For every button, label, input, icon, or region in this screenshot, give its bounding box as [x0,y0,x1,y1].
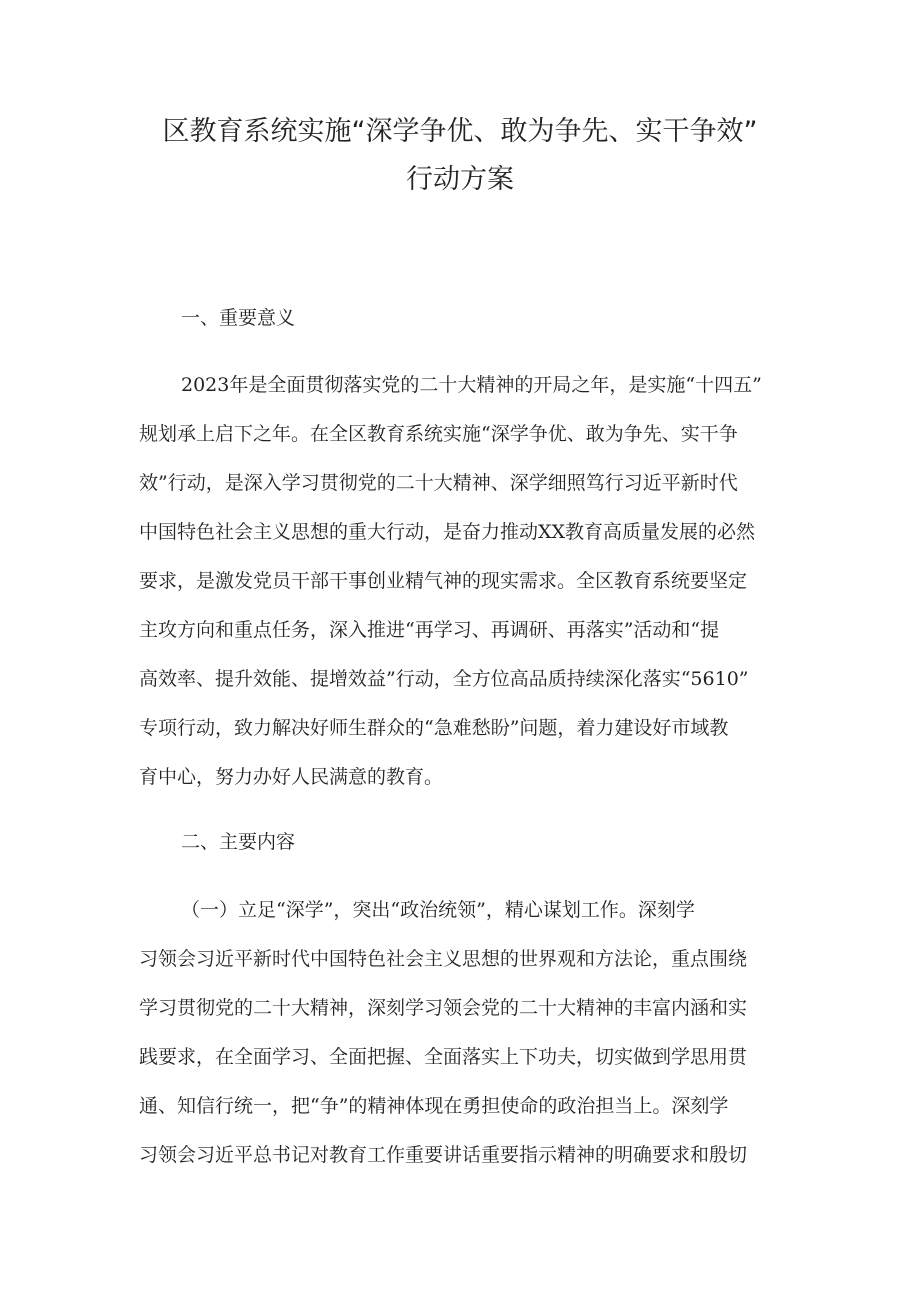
paragraph-line: 通、知信行统一，把“争”的精神体现在勇担使命的政治担当上。深刻学 [139,1095,729,1117]
paragraph-line: 主攻方向和重点任务，深入推进“再学习、再调研、再落实”活动和“提 [139,619,720,641]
document-title-line-2: 行动方案 [406,164,514,195]
paragraph-line: 2023年是全面贯彻落实党的二十大精神的开局之年，是实施“十四五” [181,374,762,396]
paragraph-line: 规划承上启下之年。在全区教育系统实施“深学争优、敢为争先、实干争 [139,423,738,445]
paragraph-line: 育中心，努力办好人民满意的教育。 [139,766,444,788]
paragraph-line: 中国特色社会主义思想的重大行动，是奋力推动XX教育高质量发展的必然 [139,521,756,543]
paragraph-line: 专项行动，致力解决好师生群众的“急难愁盼”问题，着力建设好市域教 [139,717,729,739]
paragraph-line: 效”行动，是深入学习贯彻党的二十大精神、深学细照笃行习近平新时代 [139,472,738,494]
section-heading-main-content: 二、主要内容 [181,831,296,853]
paragraph-line: 践要求，在全面学习、全面把握、全面落实上下功夫，切实做到学思用贯 [139,1046,748,1068]
section-heading-importance: 一、重要意义 [181,307,296,329]
paragraph-line: 要求，是激发党员干部干事创业精气神的现实需求。全区教育系统要坚定 [139,570,748,592]
paragraph-line: （一）立足“深学”，突出“政治统领”，精心谋划工作。深刻学 [181,899,695,921]
paragraph-line: 高效率、提升效能、提增效益”行动，全方位高品质持续深化落实“5610” [139,668,749,690]
paragraph-line: 习领会习近平总书记对教育工作重要讲话重要指示精神的明确要求和殷切 [139,1144,748,1166]
paragraph-line: 学习贯彻党的二十大精神，深刻学习领会党的二十大精神的丰富内涵和实 [139,997,748,1019]
document-title-line-1: 区教育系统实施“深学争优、敢为争先、实干争效” [162,116,758,147]
paragraph-line: 习领会习近平新时代中国特色社会主义思想的世界观和方法论，重点围绕 [139,948,748,970]
